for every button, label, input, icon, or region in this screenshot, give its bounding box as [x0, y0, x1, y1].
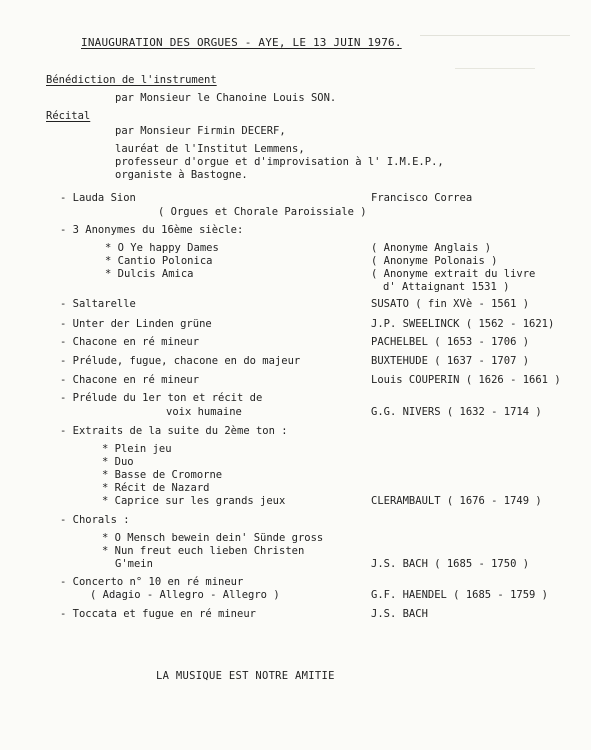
program-item-composer: G.F. HAENDEL ( 1685 - 1759 )	[371, 589, 549, 601]
benediction-by: par Monsieur le Chanoine Louis SON.	[115, 92, 337, 104]
sub-item-title: * O Mensch bewein dein' Sünde gross	[102, 532, 324, 544]
program-item-composer: Francisco Correa	[371, 192, 473, 204]
program-item-title: - Saltarelle	[60, 298, 136, 310]
sub-item-title: * Dulcis Amica	[105, 268, 194, 280]
program-item-title: - Prélude, fugue, chacone en do majeur	[60, 355, 301, 367]
program-item-title: - Toccata et fugue en ré mineur	[60, 608, 256, 620]
recital-line: par Monsieur Firmin DECERF,	[115, 125, 286, 137]
sub-item-title: * O Ye happy Dames	[105, 242, 219, 254]
program-item-title: - Chorals :	[60, 514, 130, 526]
sub-item-title: * Plein jeu	[102, 443, 172, 455]
sub-item-title: * Basse de Cromorne	[102, 469, 223, 481]
program-item-title: - 3 Anonymes du 16ème siècle:	[60, 224, 244, 236]
recital-heading: Récital	[46, 110, 91, 122]
show-through-mark	[420, 35, 570, 42]
recital-line: organiste à Bastogne.	[115, 169, 248, 181]
program-item-title: - Unter der Linden grüne	[60, 318, 212, 330]
program-item-title: - Lauda Sion	[60, 192, 136, 204]
benediction-heading: Bénédiction de l'instrument	[46, 74, 217, 86]
footer-motto: LA MUSIQUE EST NOTRE AMITIE	[156, 670, 335, 682]
program-item-title: - Chacone en ré mineur	[60, 374, 200, 386]
sub-item-title: * Duo	[102, 456, 134, 468]
program-item-title-cont: voix humaine	[166, 406, 242, 418]
program-item-note: ( Adagio - Allegro - Allegro )	[90, 589, 280, 601]
sub-item-composer: ( Anonyme extrait du livre	[371, 268, 536, 280]
program-item-composer: CLERAMBAULT ( 1676 - 1749 )	[371, 495, 542, 507]
program-item-title: - Prélude du 1er ton et récit de	[60, 392, 263, 404]
sub-item-title: * Caprice sur les grands jeux	[102, 495, 286, 507]
recital-line: professeur d'orgue et d'improvisation à l' I.M.E.P.,	[115, 156, 444, 168]
sub-item-title: * Récit de Nazard	[102, 482, 210, 494]
program-item-composer: J.P. SWEELINCK ( 1562 - 1621)	[371, 318, 555, 330]
sub-item-title: G'mein	[115, 558, 153, 570]
program-item-composer: J.S. BACH	[371, 608, 428, 620]
program-item-composer: BUXTEHUDE ( 1637 - 1707 )	[371, 355, 530, 367]
show-through-mark	[455, 68, 535, 74]
sub-item-composer: ( Anonyme Anglais )	[371, 242, 492, 254]
page-title: INAUGURATION DES ORGUES - AYE, LE 13 JUIN 1976.	[81, 36, 402, 49]
program-item-composer: J.S. BACH ( 1685 - 1750 )	[371, 558, 530, 570]
program-item-title: - Concerto n° 10 en ré mineur	[60, 576, 244, 588]
sub-item-composer-cont: d' Attaignant 1531 )	[383, 281, 510, 293]
program-item-composer: G.G. NIVERS ( 1632 - 1714 )	[371, 406, 542, 418]
program-item-title: - Extraits de la suite du 2ème ton :	[60, 425, 288, 437]
sub-item-composer: ( Anonyme Polonais )	[371, 255, 498, 267]
program-item-composer: SUSATO ( fin XVè - 1561 )	[371, 298, 530, 310]
sub-item-title: * Nun freut euch lieben Christen	[102, 545, 305, 557]
program-item-note: ( Orgues et Chorale Paroissiale )	[158, 206, 367, 218]
recital-line: lauréat de l'Institut Lemmens,	[115, 143, 305, 155]
program-item-composer: Louis COUPERIN ( 1626 - 1661 )	[371, 374, 561, 386]
program-item-composer: PACHELBEL ( 1653 - 1706 )	[371, 336, 530, 348]
program-item-title: - Chacone en ré mineur	[60, 336, 200, 348]
sub-item-title: * Cantio Polonica	[105, 255, 213, 267]
